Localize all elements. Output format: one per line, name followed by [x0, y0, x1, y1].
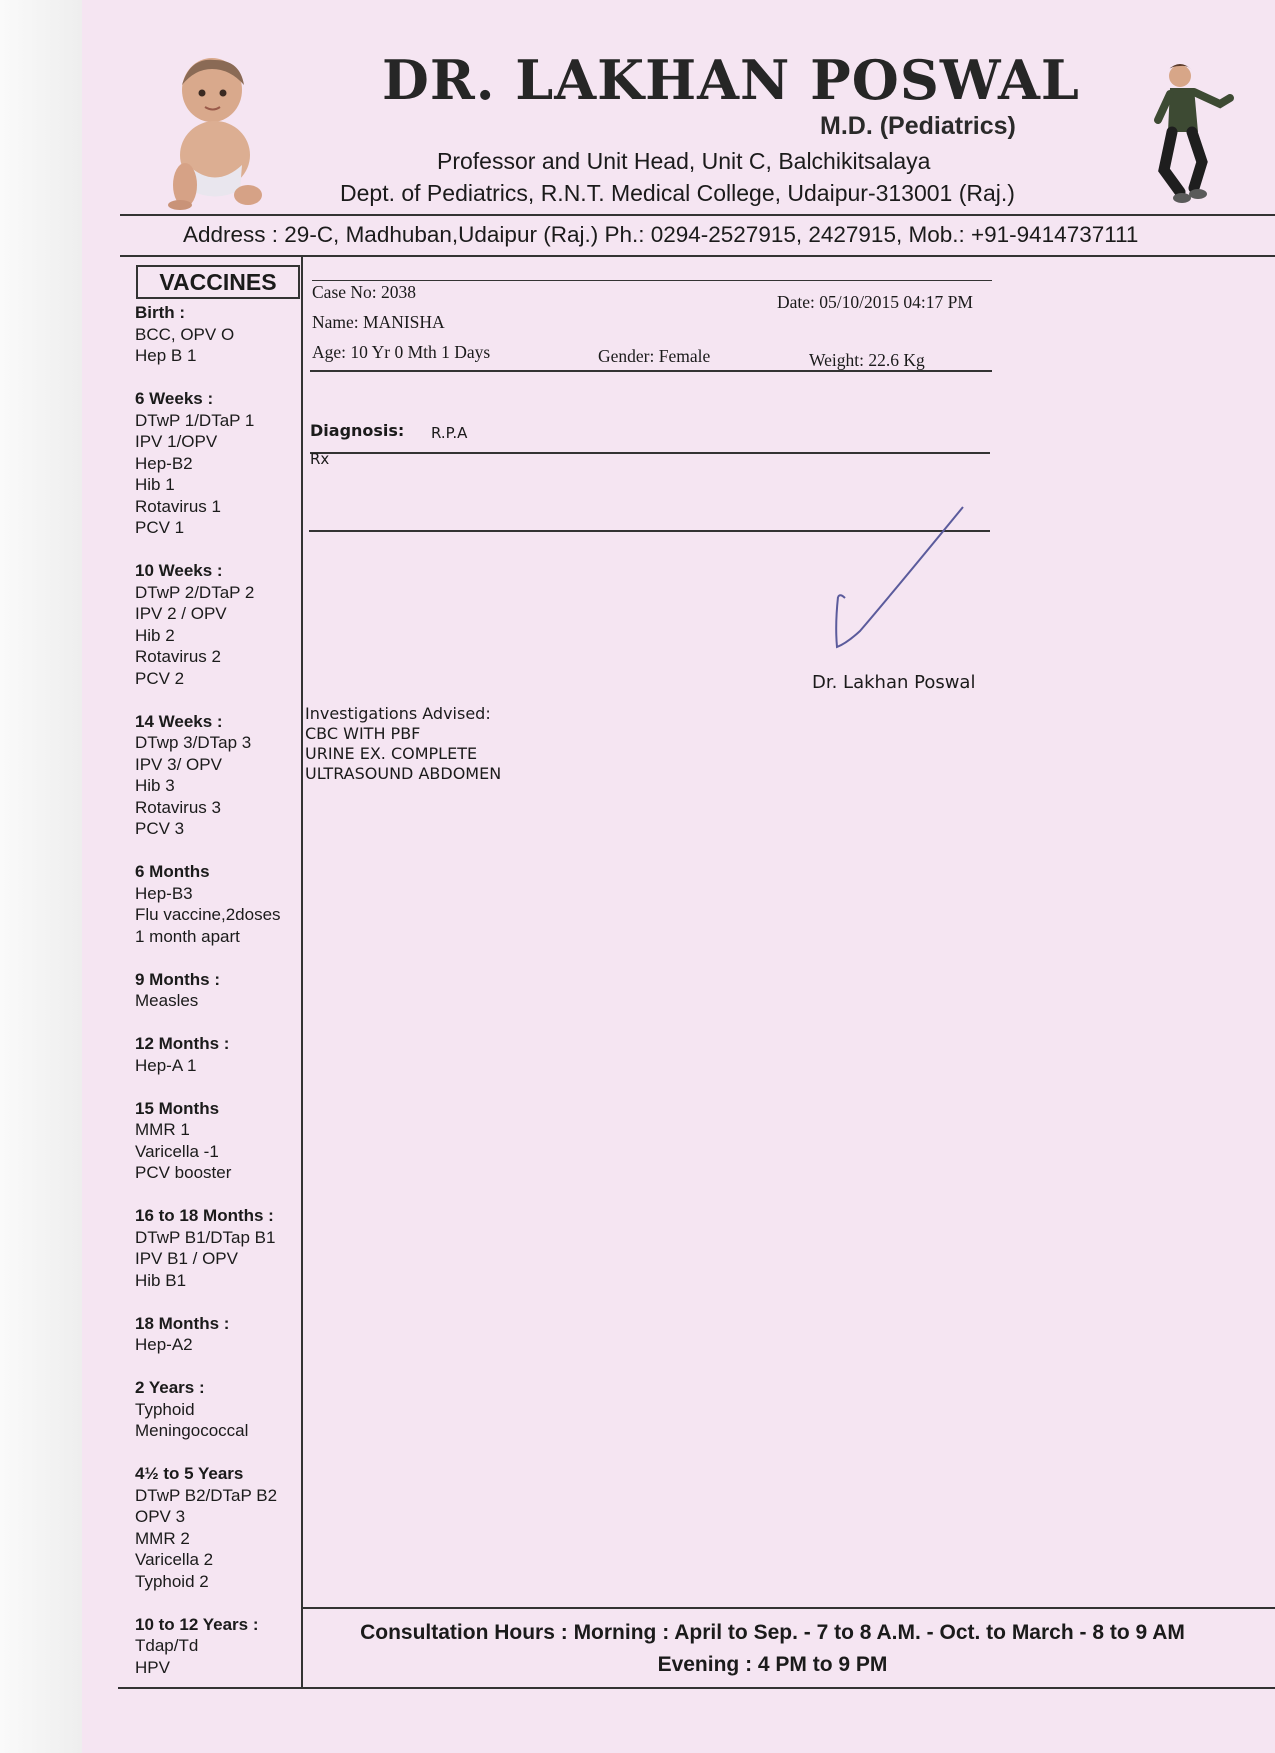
vaccine-group [135, 711, 305, 840]
vaccine-item: 1 month apart [135, 926, 240, 946]
vaccine-item: Hib 2 [135, 625, 175, 645]
footer-divider-top [302, 1607, 1275, 1609]
vaccine-item: DTwP 2/DTaP 2 [135, 582, 255, 602]
vaccine-group [135, 969, 305, 1012]
scan-margin [0, 0, 82, 1753]
vaccine-item: PCV 1 [135, 518, 185, 537]
vaccine-group-heading: Birth : [135, 303, 186, 322]
header-divider-bottom [120, 255, 1275, 257]
patient-box-bottom-line [310, 370, 992, 372]
vaccine-item: Rotavirus 3 [135, 797, 221, 817]
vaccine-item: Hib 1 [135, 475, 175, 494]
vaccine-item: IPV B1 / OPV [135, 1249, 238, 1268]
vaccine-group-heading: 6 Months [135, 862, 210, 881]
patient-age: Age: 10 Yr 0 Mth 1 Days [312, 342, 491, 362]
vaccine-item: Typhoid [135, 1399, 195, 1419]
doctor-name-title: DR. LAKHAN POSWAL [382, 48, 1080, 112]
vaccine-group [135, 1313, 305, 1356]
consultation-hours-evening: Evening : 4 PM to 9 PM [657, 1653, 888, 1676]
vaccine-item: Hep-A 1 [135, 1055, 197, 1075]
vaccine-item: DTwP B1/DTap B1 [135, 1227, 276, 1247]
vaccine-item: IPV 1/OPV [135, 432, 218, 451]
vaccine-item: Hep-B2 [135, 453, 193, 473]
vaccine-item: PCV 2 [135, 668, 185, 688]
patient-name: Name: MANISHA [312, 312, 445, 332]
vaccine-schedule [135, 302, 305, 1700]
vaccine-group [135, 1098, 305, 1184]
vaccine-item: Typhoid 2 [135, 1571, 209, 1591]
vaccine-group-heading: 6 Weeks : [135, 389, 214, 408]
vaccine-item: Meningococcal [135, 1421, 249, 1440]
vaccine-item: Hep B 1 [135, 346, 197, 365]
vaccine-item: Hib B1 [135, 1270, 187, 1290]
address-line: Address : 29-C, Madhuban,Udaipur (Raj.) Ph.: 0294-2527915, 2427915, Mob.: +91-9414737111 [183, 222, 1139, 247]
footer-divider-bottom [118, 1687, 1275, 1689]
vaccine-item: Rotavirus 2 [135, 647, 221, 666]
patient-box-top-line [312, 280, 992, 281]
jumping-girl-illustration-icon [1150, 60, 1240, 220]
signature-mark-icon [825, 505, 985, 655]
vaccine-item: DTwP 1/DTaP 1 [135, 410, 255, 430]
vaccine-group [135, 1033, 305, 1076]
vaccines-title: VACCINES [136, 265, 300, 299]
vaccine-group-heading: 9 Months : [135, 969, 220, 989]
visit-date: Date: 05/10/2015 04:17 PM [777, 292, 973, 312]
vaccine-group [135, 1463, 305, 1592]
header-divider-top [120, 214, 1275, 216]
vaccine-item: DTwp 3/DTap 3 [135, 733, 252, 752]
vaccine-group-heading: 15 Months [135, 1098, 220, 1118]
vaccine-item: MMR 2 [135, 1528, 190, 1548]
vaccine-item: Measles [135, 991, 199, 1010]
vaccine-group-heading: 2 Years : [135, 1378, 205, 1397]
patient-weight: Weight: 22.6 Kg [809, 350, 925, 370]
vaccine-group [135, 861, 305, 947]
vaccine-group [135, 388, 305, 539]
position-line-1: Professor and Unit Head, Unit C, Balchikitsalaya [437, 148, 931, 174]
diagnosis-underline [310, 452, 990, 454]
vaccine-group [135, 302, 305, 367]
diagnosis-value: R.P.A [431, 424, 468, 442]
consultation-hours-morning: Consultation Hours : Morning : April to Sep. - 7 to 8 A.M. - Oct. to March - 8 to 9 AM [360, 1621, 1185, 1644]
vaccine-group-heading: 16 to 18 Months : [135, 1206, 274, 1225]
vaccine-group [135, 560, 305, 689]
vaccine-item: Flu vaccine,2doses [135, 905, 281, 924]
vaccine-item: IPV 3/ OPV [135, 754, 222, 774]
vaccine-group-heading: 10 to 12 Years : [135, 1614, 259, 1634]
consultation-hours [305, 1617, 1240, 1681]
vaccine-group-heading: 18 Months : [135, 1313, 230, 1333]
vaccine-group-heading: 10 Weeks : [135, 561, 223, 580]
vaccine-item: PCV 3 [135, 819, 185, 838]
investigation-item: ULTRASOUND ABDOMEN [305, 764, 502, 783]
vaccine-item: DTwP B2/DTaP B2 [135, 1485, 278, 1505]
vaccine-item: BCC, OPV O [135, 324, 235, 344]
vaccine-item: PCV booster [135, 1163, 232, 1182]
vaccine-group-heading: 14 Weeks : [135, 711, 223, 731]
patient-gender: Gender: Female [598, 346, 711, 366]
investigations-heading: Investigations Advised: [305, 704, 491, 723]
vaccine-item: MMR 1 [135, 1120, 190, 1139]
vaccine-item: Hib 3 [135, 776, 175, 795]
vaccine-item: OPV 3 [135, 1507, 186, 1526]
investigation-item: CBC WITH PBF [305, 724, 421, 743]
investigation-item: URINE EX. COMPLETE [305, 744, 478, 763]
vaccine-item: Hep-A2 [135, 1335, 193, 1354]
baby-illustration-icon [160, 55, 270, 210]
vaccine-group [135, 1614, 305, 1679]
case-number: Case No: 2038 [312, 282, 417, 302]
vaccine-group-heading: 4½ to 5 Years [135, 1464, 244, 1483]
investigations-section [305, 704, 501, 784]
diagnosis-label: Diagnosis: [310, 421, 405, 440]
vaccine-item: Tdap/Td [135, 1636, 199, 1655]
vaccine-item: Varicella -1 [135, 1141, 219, 1161]
vaccine-item: Rotavirus 1 [135, 496, 221, 516]
vaccine-group-heading: 12 Months : [135, 1034, 230, 1053]
vaccine-group [135, 1205, 305, 1291]
doctor-signature-name: Dr. Lakhan Poswal [812, 672, 976, 693]
vaccine-group [135, 1377, 305, 1442]
qualification: M.D. (Pediatrics) [820, 112, 1016, 140]
position-line-2: Dept. of Pediatrics, R.N.T. Medical College, Udaipur-313001 (Raj.) [340, 180, 1015, 206]
vaccine-item: HPV [135, 1657, 170, 1677]
vaccine-item: IPV 2 / OPV [135, 604, 227, 623]
rx-label: Rx [310, 450, 330, 468]
vaccine-item: Hep-B3 [135, 883, 193, 903]
vaccine-item: Varicella 2 [135, 1550, 214, 1569]
